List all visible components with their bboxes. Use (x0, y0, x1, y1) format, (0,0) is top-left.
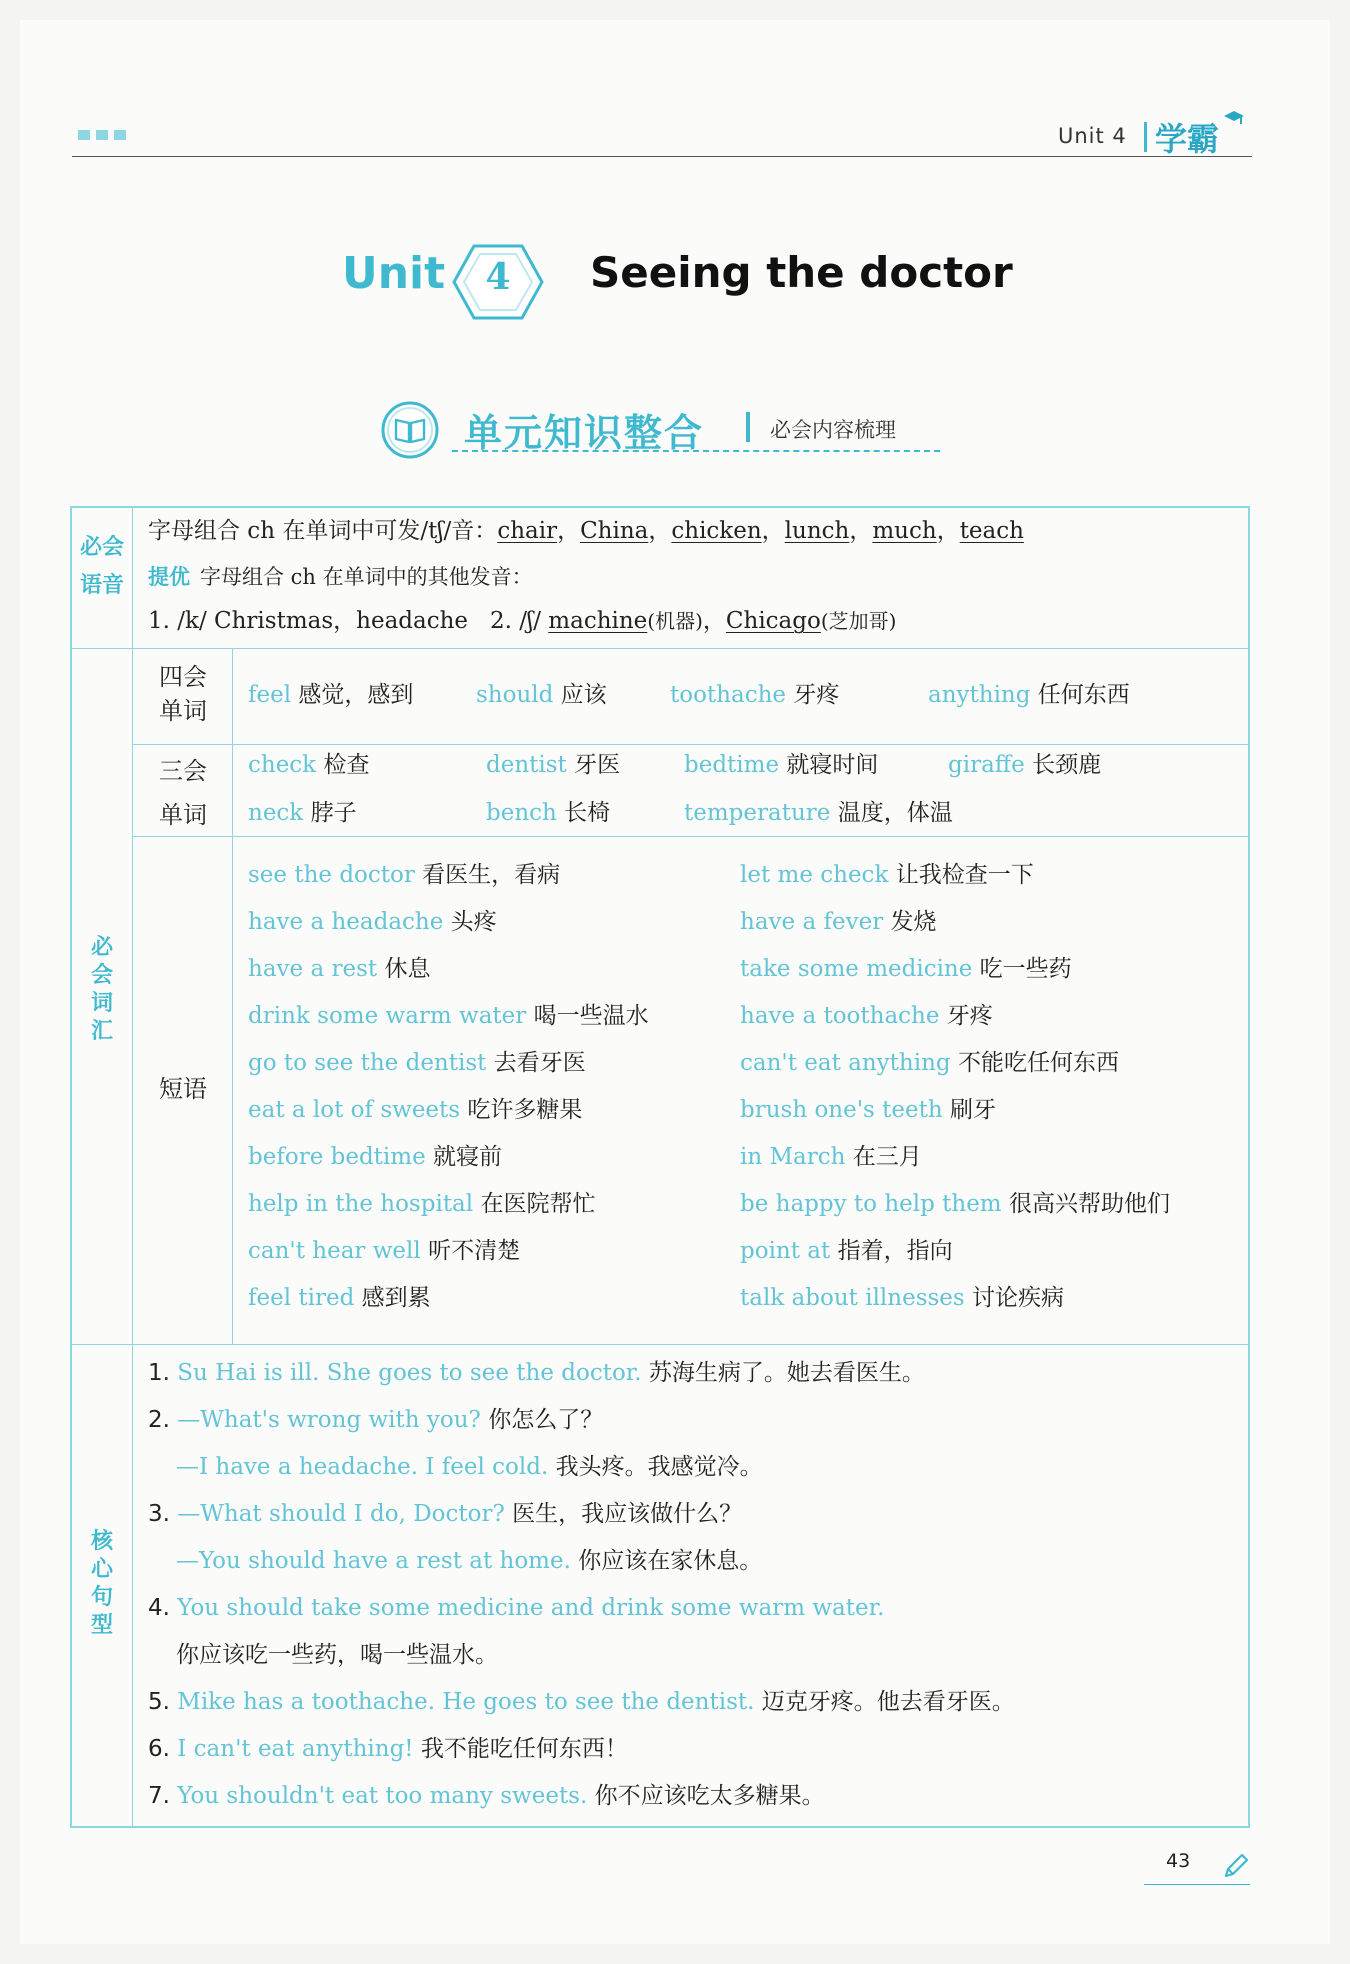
phrase-item: let me check 让我检查一下 (740, 862, 1034, 888)
brand-logo (1155, 114, 1219, 160)
word-item: dentist 牙医 (486, 752, 621, 778)
sentence-line: 3. —What should I do, Doctor? 医生，我应该做什么？ (148, 1501, 743, 1527)
phrase-item: go to see the dentist 去看牙医 (248, 1050, 586, 1076)
section-header (380, 398, 940, 462)
word-item: bench 长椅 (486, 800, 611, 826)
unit-title (0, 248, 1350, 318)
header-divider (1144, 122, 1147, 152)
phonics-rule: 字母组合 ch 在单词中可发/tʃ/音：chair，China，chicken，lunch，much，teach (148, 518, 1024, 544)
phrase-item: brush one's teeth 刷牙 (740, 1097, 996, 1123)
phrase-item: feel tired 感到累 (248, 1285, 431, 1311)
phrase-item: see the doctor 看医生，看病 (248, 862, 561, 888)
book-icon (380, 400, 440, 460)
vocab-label: 必 会 词 汇 (90, 935, 113, 1044)
word-item: should 应该 (476, 682, 607, 708)
phonics-label: 必会 语音 (79, 535, 124, 598)
phrases-label: 短语 (159, 1075, 207, 1103)
sentence-line: 7. You shouldn't eat too many sweets. 你不应该吃太多糖果。 (148, 1783, 825, 1809)
phonics-tip: 提优 字母组合 ch 在单词中的其他发音： (148, 565, 533, 589)
footer-rule (1144, 1884, 1250, 1885)
unit-word: Unit (342, 248, 446, 299)
sentence-line: 4. You should take some medicine and drink some warm water. (148, 1595, 885, 1621)
sentence-line: 1. Su Hai is ill. She goes to see the doctor. 苏海生病了。她去看医生。 (148, 1360, 925, 1386)
graduation-cap-icon (1223, 110, 1245, 128)
phonics-other: 1. /k/ Christmas，headache 2. /ʃ/ machine(机器)，Chicago(芝加哥) (148, 608, 897, 634)
phrase-item: before bedtime 就寝前 (248, 1144, 503, 1170)
unit-number: 4 (485, 256, 511, 298)
phrase-item: have a rest 休息 (248, 956, 431, 982)
word-item: temperature 温度，体温 (684, 800, 953, 826)
word-item: bedtime 就寝时间 (684, 752, 879, 778)
four-skills-label: 四会 单词 (159, 663, 207, 725)
sentence-line: 6. I can't eat anything! 我不能吃任何东西！ (148, 1736, 628, 1762)
section-subtitle: 必会内容梳理 (770, 418, 896, 442)
phrase-item: be happy to help them 很高兴帮助他们 (740, 1191, 1170, 1217)
unit-name: Seeing the doctor (590, 248, 1013, 297)
word-item: anything 任何东西 (928, 682, 1130, 708)
sentence-line: —I have a headache. I feel cold. 我头疼。我感觉冷。 (176, 1454, 763, 1480)
word-item: giraffe 长颈鹿 (948, 752, 1102, 778)
section-title: 单元知识整合 (464, 411, 705, 455)
section-underline (452, 450, 940, 452)
phrase-item: talk about illnesses 讨论疾病 (740, 1285, 1065, 1311)
phrase-item: in March 在三月 (740, 1144, 922, 1170)
word-item: check 检查 (248, 752, 370, 778)
phrase-item: drink some warm water 喝一些温水 (248, 1003, 649, 1029)
phrase-item: eat a lot of sweets 吃许多糖果 (248, 1097, 583, 1123)
phrase-item: can't hear well 听不清楚 (248, 1238, 521, 1264)
phrase-item: help in the hospital 在医院帮忙 (248, 1191, 596, 1217)
header-decoration (78, 130, 126, 140)
word-item: neck 脖子 (248, 800, 357, 826)
phrase-item: have a headache 头疼 (248, 909, 497, 935)
phrase-item: point at 指着，指向 (740, 1238, 953, 1264)
brand-logo-text: 学霸 (1155, 120, 1220, 158)
word-item: feel 感觉，感到 (248, 682, 414, 708)
sentence-line: —You should have a rest at home. 你应该在家休息。 (176, 1548, 763, 1574)
phrase-item: take some medicine 吃一些药 (740, 956, 1072, 982)
knowledge-table (70, 506, 1250, 1828)
page-number: 43 (1166, 1850, 1191, 1872)
phrase-item: have a fever 发烧 (740, 909, 937, 935)
section-divider (746, 412, 750, 442)
word-item: toothache 牙疼 (670, 682, 840, 708)
three-skills-label: 三会 单词 (159, 757, 207, 829)
sentences-label: 核 心 句 型 (90, 1529, 113, 1638)
sentence-line: 你应该吃一些药，喝一些温水。 (176, 1642, 498, 1668)
phrase-item: have a toothache 牙疼 (740, 1003, 993, 1029)
header-unit-label: Unit 4 (1058, 124, 1127, 148)
sentence-line: 5. Mike has a toothache. He goes to see the dentist. 迈克牙疼。他去看牙医。 (148, 1689, 1015, 1715)
header-rule (72, 156, 1252, 157)
phrase-item: can't eat anything 不能吃任何东西 (740, 1050, 1119, 1076)
pencil-icon (1222, 1852, 1250, 1880)
sentence-line: 2. —What's wrong with you? 你怎么了？ (148, 1407, 604, 1433)
